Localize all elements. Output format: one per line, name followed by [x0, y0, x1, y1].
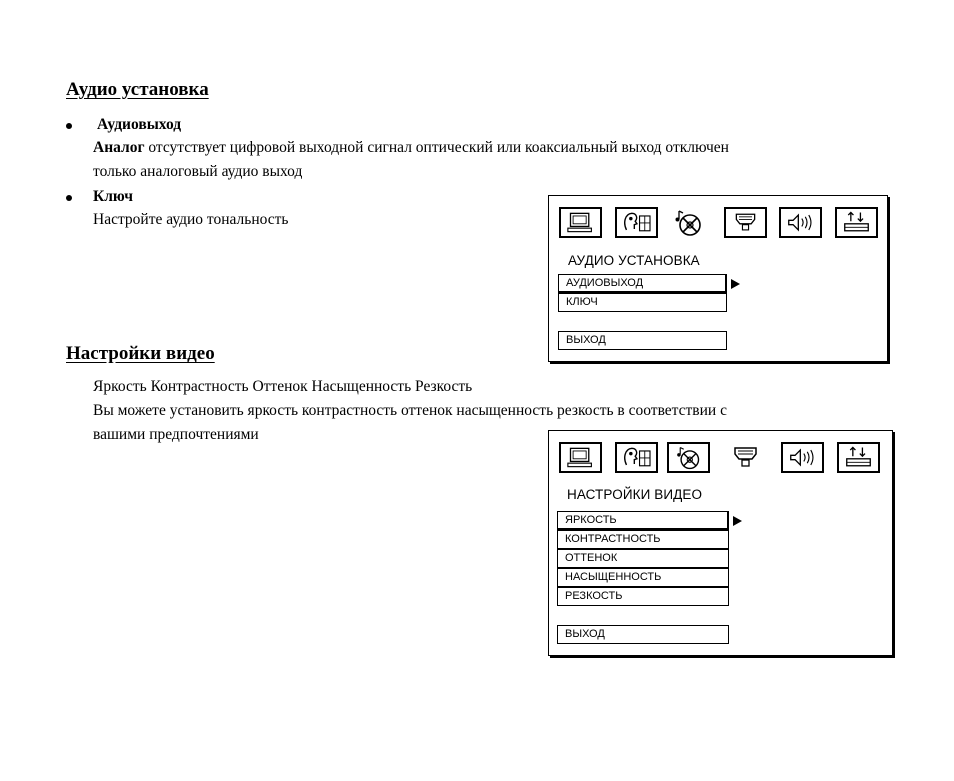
key-desc: Настройте аудио тональность — [93, 211, 289, 228]
video-menu-title: НАСТРОЙКИ ВИДЕО — [567, 487, 703, 502]
bullet-icon — [66, 195, 72, 201]
language-icon[interactable] — [615, 442, 658, 473]
language-icon[interactable] — [615, 207, 658, 238]
speaker-icon[interactable] — [781, 442, 824, 473]
selection-arrow-icon — [733, 516, 742, 526]
monitor-icon[interactable] — [559, 442, 602, 473]
video-settings-menu — [548, 430, 893, 656]
audio-output-title: Аудиовыход — [97, 116, 182, 133]
video-desc-line: Вы можете установить яркость контрастность оттенок насыщенность резкость в соответствии с — [93, 402, 727, 419]
video-connector-icon[interactable] — [724, 442, 767, 473]
menu-item-hue[interactable]: ОТТЕНОК — [557, 549, 729, 568]
menu-item-contrast[interactable]: КОНТРАСТНОСТЬ — [557, 530, 729, 549]
audio-setup-menu — [548, 195, 888, 362]
disc-audio-icon[interactable] — [667, 442, 710, 473]
menu-item-audio-output[interactable]: АУДИОВЫХОД — [558, 274, 727, 293]
video-params-line: Яркость Контрастность Оттенок Насыщенность Резкость — [93, 378, 473, 395]
audio-section-heading: Аудио установка — [66, 79, 209, 100]
preferences-icon[interactable] — [837, 442, 880, 473]
audio-output-desc — [93, 139, 729, 157]
speaker-icon[interactable] — [779, 207, 822, 238]
menu-item-key[interactable]: КЛЮЧ — [558, 293, 727, 312]
key-title: Ключ — [93, 188, 133, 205]
video-connector-icon[interactable] — [724, 207, 767, 238]
video-section-heading: Настройки видео — [66, 343, 215, 364]
menu-item-saturation[interactable]: НАСЫЩЕННОСТЬ — [557, 568, 729, 587]
menu-item-exit[interactable]: ВЫХОД — [558, 331, 727, 350]
analog-desc: отсутствует цифровой выходной сигнал оптический или коаксиальный выход отключен — [144, 139, 729, 156]
preferences-icon[interactable] — [835, 207, 878, 238]
audio-menu-title: АУДИО УСТАНОВКА — [568, 253, 700, 268]
menu-item-exit[interactable]: ВЫХОД — [557, 625, 729, 644]
audio-output-desc-2: только аналоговый аудио выход — [93, 163, 303, 180]
monitor-icon[interactable] — [559, 207, 602, 238]
bullet-icon — [66, 123, 72, 129]
selection-arrow-icon — [731, 279, 740, 289]
video-desc-line-2: вашими предпочтениями — [93, 426, 259, 443]
disc-audio-icon[interactable] — [667, 207, 710, 238]
menu-item-sharpness[interactable]: РЕЗКОСТЬ — [557, 587, 729, 606]
analog-label: Аналог — [93, 139, 145, 156]
menu-item-brightness[interactable]: ЯРКОСТЬ — [557, 511, 729, 530]
